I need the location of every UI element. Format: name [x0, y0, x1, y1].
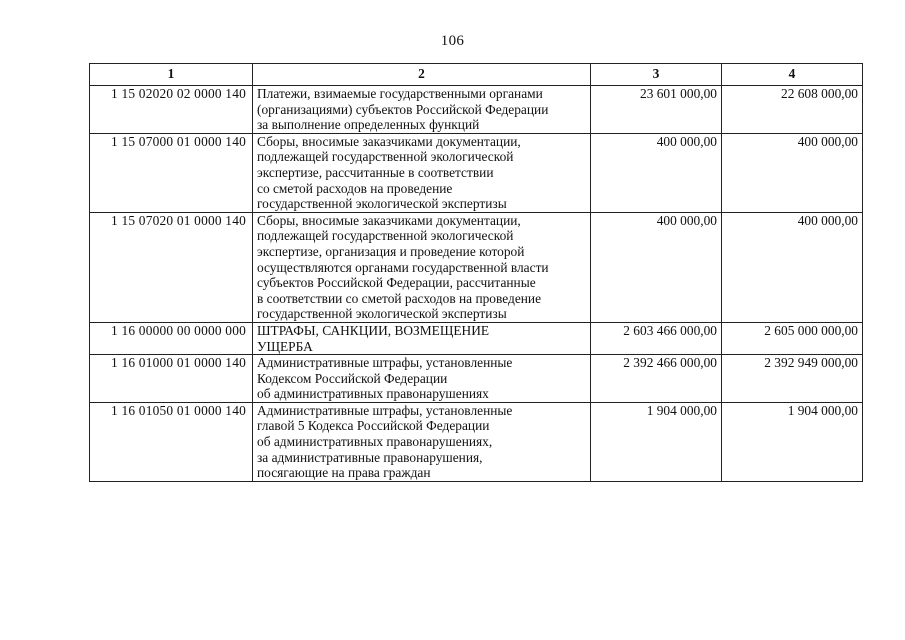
header-cell-value-3: 3	[591, 64, 722, 86]
row-name	[253, 402, 591, 481]
table-row	[90, 402, 863, 481]
row-name-line: за выполнение определенных функций	[257, 117, 480, 133]
table-row	[90, 212, 863, 322]
row-name-line: подлежащей государственной экологической	[257, 149, 514, 165]
row-value-3: 1 904 000,00	[591, 402, 722, 481]
table-row	[90, 322, 863, 354]
page-number: 106	[440, 33, 465, 49]
row-value-4: 2 392 949 000,00	[722, 355, 863, 403]
header-cell-code: 1	[90, 64, 253, 86]
row-name-line: об административных правонарушениях	[257, 386, 489, 402]
row-name-line: экспертизе, организация и проведение которой	[257, 243, 525, 259]
row-code: 1 15 07020 01 0000 140	[90, 212, 253, 322]
row-value-4: 2 605 000 000,00	[722, 322, 863, 354]
row-name-line: за административные правонарушения,	[257, 449, 483, 465]
row-name-line: осуществляются органами государственной власти	[257, 259, 549, 275]
row-value-4: 22 608 000,00	[722, 86, 863, 134]
row-value-3: 400 000,00	[591, 133, 722, 212]
row-name-line: государственной экологической экспертизы	[257, 196, 507, 212]
row-code: 1 15 02020 02 0000 140	[90, 86, 253, 134]
row-value-3: 400 000,00	[591, 212, 722, 322]
row-name-line: субъектов Российской Федерации, рассчитанные	[257, 275, 536, 291]
row-name-line: главой 5 Кодекса Российской Федерации	[257, 418, 490, 434]
row-name-line: Сборы, вносимые заказчиками документации,	[257, 133, 521, 149]
row-name	[253, 212, 591, 322]
row-name-line: Административные штрафы, установленные	[257, 402, 513, 418]
table-row	[90, 355, 863, 403]
header-row	[90, 64, 863, 86]
row-code: 1 16 00000 00 0000 000	[90, 322, 253, 354]
row-name-line: государственной экологической экспертизы	[257, 306, 507, 322]
header-cell-name: 2	[253, 64, 591, 86]
row-value-4: 1 904 000,00	[722, 402, 863, 481]
row-name-line: (организациями) субъектов Российской Федерации	[257, 101, 549, 117]
row-name-line: Кодексом Российской Федерации	[257, 370, 448, 386]
row-name-line: подлежащей государственной экологической	[257, 228, 514, 244]
row-name	[253, 86, 591, 134]
row-name-line: Административные штрафы, установленные	[257, 355, 513, 371]
row-code: 1 16 01050 01 0000 140	[90, 402, 253, 481]
row-name-line: об административных правонарушениях,	[257, 434, 493, 450]
row-name	[253, 355, 591, 403]
row-name-line: Платежи, взимаемые государственными органами	[257, 86, 543, 101]
row-name-line: экспертизе, рассчитанные в соответствии	[257, 164, 494, 180]
row-name	[253, 322, 591, 354]
budget-table	[89, 63, 863, 482]
row-name-line: Сборы, вносимые заказчиками документации,	[257, 212, 521, 228]
header-cell-value-4: 4	[722, 64, 863, 86]
row-name-line: со сметой расходов на проведение	[257, 180, 453, 196]
row-name-line: УЩЕРБА	[257, 338, 313, 354]
row-code: 1 16 01000 01 0000 140	[90, 355, 253, 403]
row-value-3: 2 392 466 000,00	[591, 355, 722, 403]
row-code: 1 15 07000 01 0000 140	[90, 133, 253, 212]
table-row	[90, 86, 863, 134]
row-name-line: ШТРАФЫ, САНКЦИИ, ВОЗМЕЩЕНИЕ	[257, 322, 490, 338]
table-body	[90, 86, 863, 482]
row-value-3: 2 603 466 000,00	[591, 322, 722, 354]
table-row	[90, 133, 863, 212]
row-value-4: 400 000,00	[722, 212, 863, 322]
row-name-line: в соответствии со сметой расходов на проведение	[257, 290, 542, 306]
row-name	[253, 133, 591, 212]
table-header	[90, 64, 863, 86]
row-value-3: 23 601 000,00	[591, 86, 722, 134]
row-value-4: 400 000,00	[722, 133, 863, 212]
row-name-line: посягающие на права граждан	[257, 465, 431, 481]
